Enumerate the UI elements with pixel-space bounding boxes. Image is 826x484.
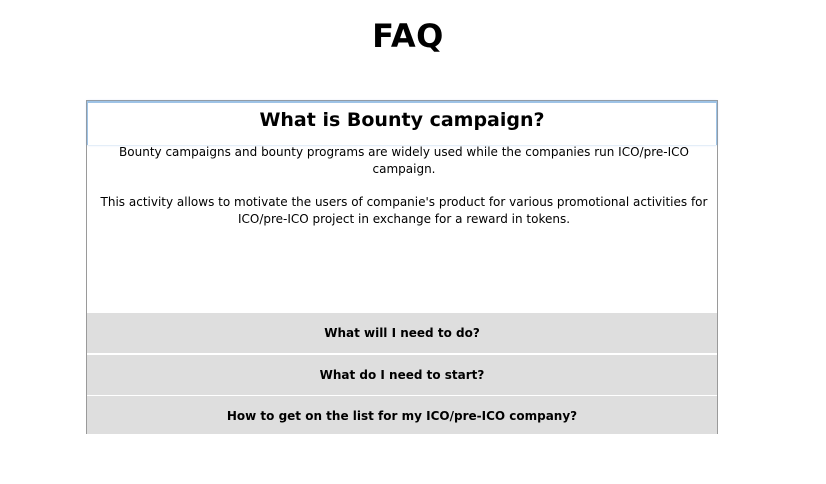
faq-item-what-will-i-need-to-do[interactable]: What will I need to do? <box>87 313 717 353</box>
faq-answer <box>97 144 711 244</box>
faq-accordion <box>86 100 718 434</box>
faq-answer-paragraph: Bounty campaigns and bounty programs are widely used while the companies run ICO/pre-ICO campaign. <box>119 145 689 176</box>
faq-answer-paragraph: This activity allows to motivate the users of companie's product for various promotional activities for ICO/pre-ICO project in exchange for a reward in tokens. <box>100 195 708 226</box>
page-title: FAQ <box>372 17 444 55</box>
faq-item-header-bounty-campaign[interactable] <box>87 101 717 145</box>
faq-item-what-do-i-need-to-start[interactable]: What do I need to start? <box>87 355 717 395</box>
faq-item-open <box>87 101 717 313</box>
faq-item-how-to-get-on-the-list[interactable]: How to get on the list for my ICO/pre-ICO company? <box>87 396 717 434</box>
faq-question-bounty-campaign: What is Bounty campaign? <box>259 109 545 131</box>
